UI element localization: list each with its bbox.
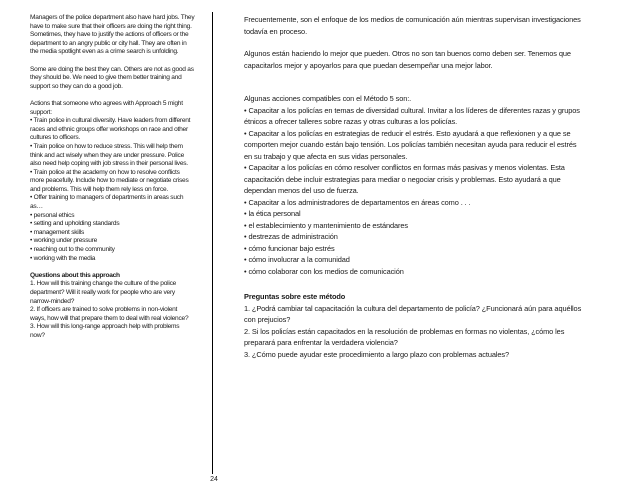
left-actions-list bbox=[30, 117, 206, 263]
text-line: have to make sure that their officers are doing the right thing. bbox=[30, 22, 192, 30]
text-line: and problems. This will help them rely less on force. bbox=[30, 185, 168, 193]
text-line: more peacefully. Include how to mediate or negotiate crises bbox=[30, 177, 189, 185]
text-line: 2. Si los policías están capacitados en la resolución de problemas en formas no violentas, ¿cómo les bbox=[244, 326, 565, 336]
text-line: preparará para enfrentar la verdadera violencia? bbox=[244, 338, 398, 347]
text-line: 1. How will this training change the culture of the police bbox=[30, 280, 177, 288]
right-questions-list bbox=[244, 303, 604, 361]
english-column bbox=[30, 14, 206, 349]
text-line: Frecuentemente, son el enfoque de los medios de comunicación aún mientras supervisan investigaciones bbox=[244, 15, 581, 24]
right-actions-paragraph bbox=[244, 93, 604, 277]
right-questions-heading: Preguntas sobre este método bbox=[244, 292, 346, 301]
text-line: étnicos a ofrecer talleres sobre razas y otras culturas a los policías. bbox=[244, 117, 458, 126]
text-line: Algunas acciones compatibles con el Método 5 son:. bbox=[244, 94, 412, 103]
text-line: todavía en proceso. bbox=[244, 26, 308, 36]
text-line: department? Will it really work for people who are very bbox=[30, 289, 175, 296]
right-intro-paragraph bbox=[244, 14, 604, 37]
text-line: • personal ethics bbox=[30, 211, 75, 219]
text-line: capacitarlos mejor y apoyarlos para que puedan desempeñar una mejor labor. bbox=[244, 60, 493, 70]
text-line: en su trabajo y que afecta en sus vidas personales. bbox=[244, 151, 408, 161]
text-line: • cómo involucrar a la comunidad bbox=[244, 255, 350, 264]
text-line: 3. ¿Cómo puede ayudar este procedimiento a largo plazo con problemas actuales? bbox=[244, 349, 509, 359]
text-line: Actions that someone who agrees with Approach 5 might bbox=[30, 99, 183, 107]
text-line: cultures to officers. bbox=[30, 134, 80, 142]
text-line: Some are doing the best they can. Others are not as good as bbox=[30, 65, 194, 73]
left-actions-intro bbox=[30, 100, 206, 117]
text-line: department to an angry public or city hall. They are often in bbox=[30, 39, 187, 47]
text-line: • setting and upholding standards bbox=[30, 220, 120, 228]
left-questions-list bbox=[30, 280, 206, 340]
text-line: also need help coping with job stress in their personal lives. bbox=[30, 160, 188, 168]
left-questions-heading: Questions about this approach bbox=[30, 271, 120, 279]
text-line: capacitación debe incluir estrategias para mediar o negociar crisis y problemas. Esto ayudará a que bbox=[244, 174, 561, 184]
text-line: • Capacitar a los administradores de departamentos en áreas como . . . bbox=[244, 197, 471, 207]
spanish-column bbox=[244, 14, 604, 371]
left-intro-paragraph bbox=[30, 14, 206, 57]
text-line: think and act wisely when they are under pressure. Police bbox=[30, 151, 184, 159]
left-questions-section bbox=[30, 272, 206, 341]
text-line: • Offer training to managers of departments in areas such bbox=[30, 194, 184, 202]
text-line: ways, how will that prepare them to deal with real violence? bbox=[30, 314, 189, 322]
text-line: • Capacitar a los policías en temas de diversidad cultural. Invitar a los líderes de diferentes razas y grupos bbox=[244, 105, 580, 115]
text-line: • el establecimiento y mantenimiento de estándares bbox=[244, 220, 408, 230]
text-line: • reaching out to the community bbox=[30, 246, 115, 254]
right-questions-section bbox=[244, 291, 604, 360]
text-line: • Capacitar a los policías en cómo resolver conflictos en formas más pasivas y menos violentas. Esta bbox=[244, 163, 565, 172]
text-line: • Train police on how to reduce stress. This will help them bbox=[30, 142, 183, 150]
text-line: • management skills bbox=[30, 228, 84, 236]
right-some-paragraph bbox=[244, 48, 604, 71]
left-some-paragraph bbox=[30, 66, 206, 92]
text-line: dependan menos del uso de fuerza. bbox=[244, 186, 359, 195]
text-line: • working with the media bbox=[30, 254, 96, 262]
text-line: • destrezas de administración bbox=[244, 232, 338, 241]
text-line: races and ethnic groups offer workshops on race and other bbox=[30, 125, 188, 133]
text-line: • Train police at the academy on how to resolve conflicts bbox=[30, 168, 180, 176]
text-line: 3. How will this long-range approach help with problems bbox=[30, 323, 180, 331]
text-line: • Capacitar a los policías en estrategias de reducir el estrés. Esto ayudará a que reflexionen y a que se bbox=[244, 128, 571, 138]
text-line: • cómo colaborar con los medios de comunicación bbox=[244, 266, 404, 276]
text-line: now? bbox=[30, 331, 45, 339]
text-line: they should be. We need to give them better training and bbox=[30, 74, 182, 82]
text-line: narrow-minded? bbox=[30, 297, 75, 305]
left-actions-paragraph bbox=[30, 100, 206, 263]
page-number: 24 bbox=[210, 476, 218, 483]
text-line: 2. If officers are trained to solve problems in non-violent bbox=[30, 306, 178, 314]
text-line: the media spotlight even as a crime search is unfolding. bbox=[30, 48, 179, 56]
text-line: • working under pressure bbox=[30, 237, 98, 245]
text-line: con prejucios? bbox=[244, 315, 291, 324]
text-line: Algunos están haciendo lo mejor que pueden. Otros no son tan buenos como deben ser. Tenemos que bbox=[244, 49, 571, 58]
column-divider bbox=[212, 12, 213, 474]
text-line: support: bbox=[30, 108, 52, 116]
text-line: • la ética personal bbox=[244, 209, 301, 218]
text-line: 1. ¿Podrá cambiar tal capacitación la cultura del departamento de policía? ¿Funcionará aún para aquéllos bbox=[244, 303, 582, 313]
text-line: as… bbox=[30, 203, 43, 211]
text-line: support so they can do a good job. bbox=[30, 82, 123, 90]
text-line: Sometimes, they have to justify the actions of officers or the bbox=[30, 31, 189, 39]
text-line: • Train police in cultural diversity. Have leaders from different bbox=[30, 117, 191, 125]
text-line: • cómo funcionar bajo estrés bbox=[244, 243, 335, 253]
text-line: Managers of the police department also have hard jobs. They bbox=[30, 14, 195, 21]
text-line: comporten mejor cuando están bajo tensión. Los policías también necesitan ayuda para reducir el estrés bbox=[244, 140, 577, 149]
